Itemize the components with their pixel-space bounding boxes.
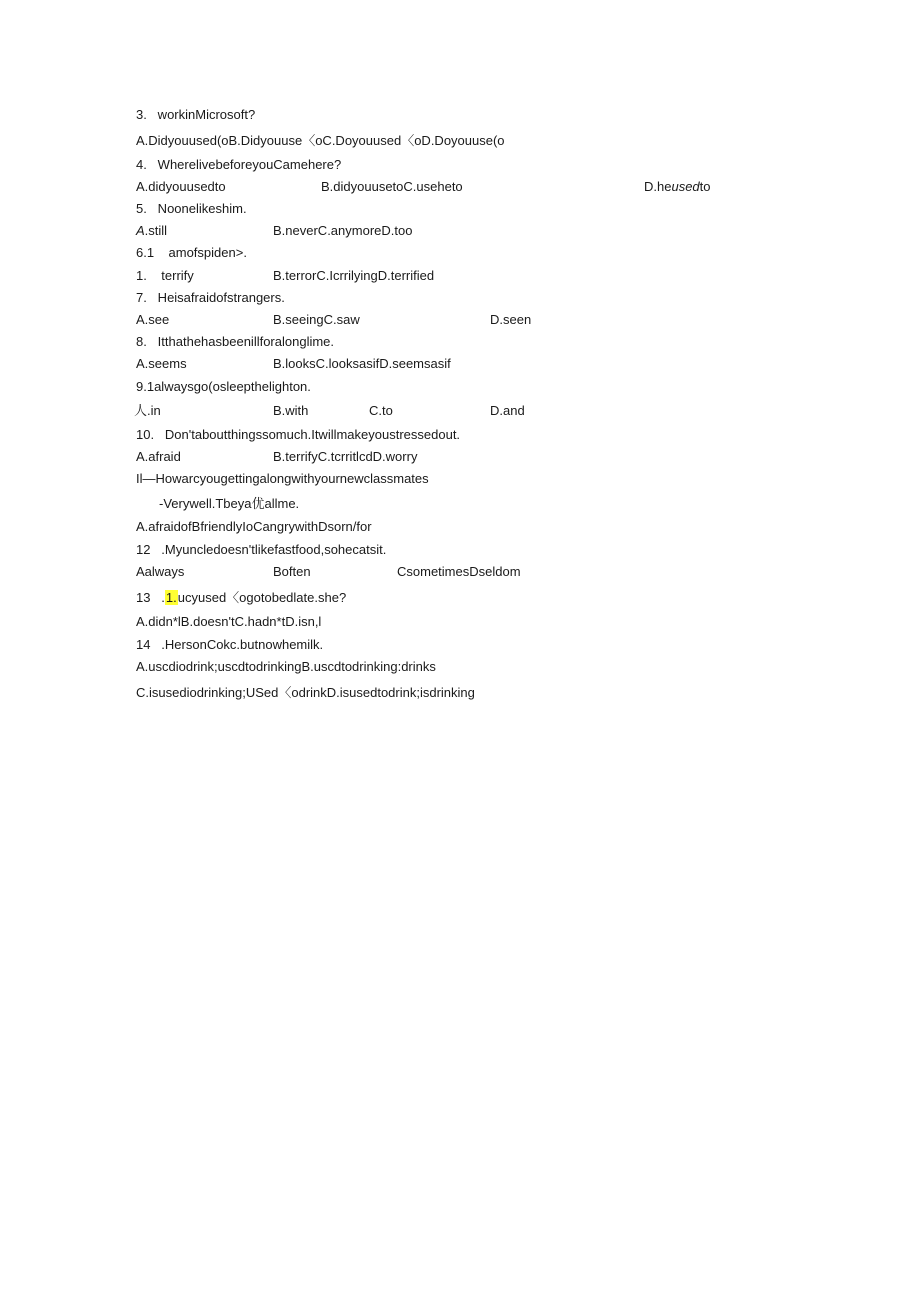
q6-stem: 6.1 amofspiden>. <box>136 245 247 260</box>
q5-option-a-text: .still <box>144 223 168 238</box>
q9-option-a: 人.in <box>134 403 161 418</box>
q13-options: A.didn*lB.doesn'tC.hadn*tD.isn,l <box>136 614 322 629</box>
q9-stem: 9.1alwaysgo(osleepthelighton. <box>136 379 311 394</box>
q14-options-cd: C.isusediodrinking;USed〈odrinkD.isusedtodrink;isdrinking <box>136 685 475 700</box>
q12-option-b: Boften <box>273 564 311 579</box>
q4-option-a: A.didyouusedto <box>136 179 226 194</box>
q14-options-ab: A.uscdiodrink;uscdtodrinkingB.uscdtodrinking:drinks <box>136 659 436 674</box>
q8-stem: 8. Itthathehasbeenillforalonglime. <box>136 334 335 349</box>
q4-option-d-prefix: D.he <box>644 179 672 194</box>
q7-stem: 7. Heisafraidofstrangers. <box>136 290 285 305</box>
q8-options-bcd: B.looksC.looksasifD.seemsasif <box>273 356 451 371</box>
q7-option-d: D.seen <box>490 312 532 327</box>
q5-stem: 5. Noonelikeshim. <box>136 201 247 216</box>
q10-stem: 10. Don'taboutthingssomuch.Itwillmakeyoustressedout. <box>136 427 461 442</box>
q12-option-a: Aalways <box>136 564 185 579</box>
q9-option-c: C.to <box>369 403 393 418</box>
q3-stem: 3. workinMicrosoft? <box>136 107 256 122</box>
q11-stem: Il—Howarcyougettingalongwithyournewclassmates <box>136 471 429 486</box>
q11-answer: -Verywell.Tbeya优allme. <box>159 496 300 511</box>
q4-option-d-italic: used <box>671 179 700 194</box>
q6-option-a: 1. terrify <box>136 268 194 283</box>
q5-option-a <box>136 223 167 239</box>
q14-stem: 14 .HersonCokc.butnowhemilk. <box>136 637 324 652</box>
q3-options: A.Didyouused(oB.Didyouuse〈oC.Doyouused〈oD.Doyouuse(o <box>136 133 505 148</box>
q7-options-bc: B.seeingC.saw <box>273 312 360 327</box>
q10-options-bcd: B.terrifyC.tcrritlcdD.worry <box>273 449 418 464</box>
q4-options-bc: B.didyouusetoC.useheto <box>321 179 463 194</box>
q4-option-d-suffix: to <box>699 179 711 194</box>
q13-stem <box>136 590 346 606</box>
q5-option-a-letter: A <box>136 223 145 238</box>
q12-stem: 12 .Myuncledoesn'tlikefastfood,sohecatsit. <box>136 542 387 557</box>
q13-stem-prefix: 13 . <box>136 590 165 605</box>
q5-options-bcd: B.neverC.anymoreD.too <box>273 223 413 238</box>
q13-highlight: 1. <box>165 590 177 605</box>
q4-stem: 4. WherelivebeforeyouCamehere? <box>136 157 342 172</box>
q9-option-b: B.with <box>273 403 309 418</box>
q10-option-a: A.afraid <box>136 449 181 464</box>
q7-option-a: A.see <box>136 312 170 327</box>
q11-options: A.afraidofBfriendlyIoCangrywithDsorn/for <box>136 519 372 534</box>
q4-option-d <box>644 179 711 195</box>
q12-options-cd: CsometimesDseldom <box>397 564 521 579</box>
q6-options-bcd: B.terrorC.IcrrilyingD.terrified <box>273 268 435 283</box>
q13-stem-suffix: ucyused〈ogotobedlate.she? <box>177 590 347 605</box>
q8-option-a: A.seems <box>136 356 187 371</box>
q9-option-d: D.and <box>490 403 525 418</box>
